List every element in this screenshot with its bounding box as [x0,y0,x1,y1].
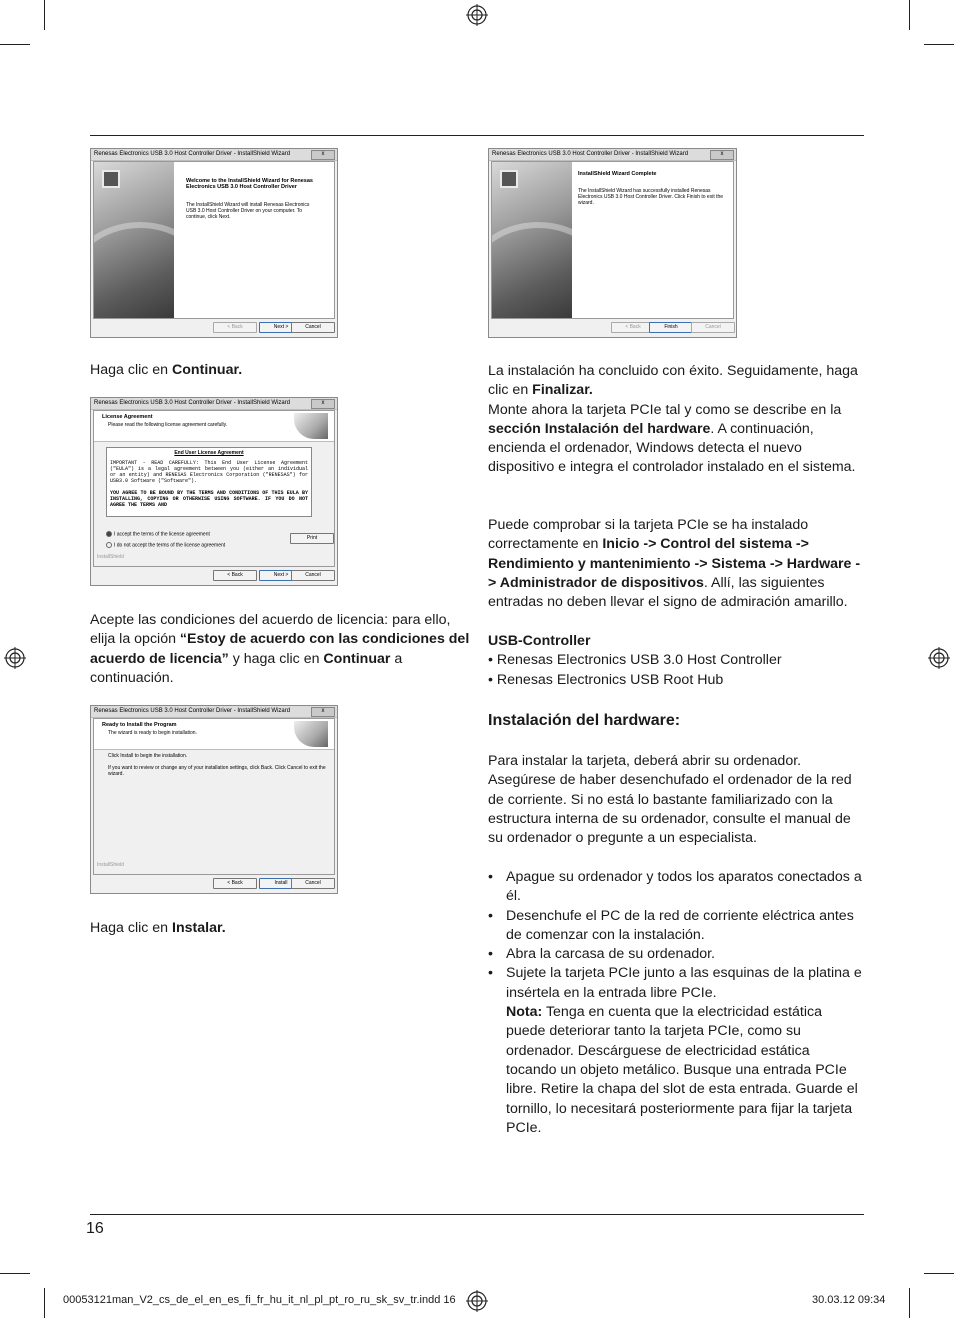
header-graphic [294,721,328,747]
list-item: • Apague su ordenador y todos los aparatos conectados a él. [488,869,862,905]
wizard-title: License Agreement [102,414,153,420]
usb-controller-heading: USB-Controller [488,633,591,649]
close-icon: x [311,707,335,717]
registration-mark-icon [928,647,950,669]
eula-paragraph: YOU AGREE TO BE BOUND BY THE TERMS AND CONDITIONS OF THIS EULA BY INSTALLING, COPYING OR OTHERWISE USING SOFTWARE. IF YOU DO NOT AGREE THE TERMS AND [110,490,308,508]
wizard-panel [93,161,335,319]
wizard-title: Welcome to the InstallShield Wizard for Renesas Electronics USB 3.0 Host Controller Driver [186,178,313,190]
caption-continue: Haga clic en Continuar. [90,362,243,378]
print-button[interactable]: Print [290,533,334,544]
crop-mark [924,1273,954,1274]
list-item: • Renesas Electronics USB Root Hub [488,671,724,688]
check-installation-paragraph: Puede comprobar si la tarjeta PCIe se ha instalado correctamente en Inicio -> Control del sistema -> Rendimiento y mantenimiento -> Sistema -> Hardware -> Administrador de dispositivos. Allí, las siguientes entradas no deben llevar el signo de admiración amarillo. [488,517,861,611]
accept-radio[interactable]: I accept the terms of the license agreement [106,531,210,537]
wizard-text: The InstallShield Wizard has successfully installed Renesas Electronics USB 3.0 Host Controller Driver. Click Finish to exit the wizard. [578,188,724,206]
crop-mark [909,1288,910,1318]
eula-paragraph: IMPORTANT - READ CAREFULLY: This End User License Agreement ("EULA") is a legal agreement between you (either an individual or an entity) and RENESAS Electronics Corporation ("RENESAS") for USB3.0 Software ("Software"). [110,460,308,484]
note: Nota: Tenga en cuenta que la electricidad estática puede deteriorar tanto la tarjeta PCIe, como su ordenador. Descárguese de electricidad estática tocando un objeto metálico. Busque una entrada PCIe libre. Retire la chapa del slot de esta entrada. Guarde el tornillo, lo necesitará posteriormente para fijar la tarjeta PCIe. [506,1004,858,1136]
wizard-side-graphic [492,162,572,318]
wizard-text: The InstallShield Wizard will install Renesas Electronics USB 3.0 Host Controller Driver on your computer. To continue, click Next. [186,202,310,220]
close-icon: x [311,399,335,409]
list-item: • Abra la carcasa de su ordenador. [488,946,716,963]
wizard-subtitle: Please read the following license agreement carefully. [108,422,228,428]
header-graphic [294,413,328,439]
installation-complete-paragraph: La instalación ha concluido con éxito. Seguidamente, haga clic en Finalizar. Monte ahora la tarjeta PCIe tal y como se describe en la sección Instalación del hardware. A continuación, encienda el ordenador, Windows detecta el nuevo dispositivo e integra el controlador instalado en el sistema. [488,363,858,476]
close-icon: x [311,150,335,160]
wizard-text: If you want to review or change any of your installation settings, click Back. Click Cancel to exit the wizard. [108,765,326,777]
hardware-installation-paragraph: Para instalar la tarjeta, deberá abrir su ordenador. Asegúrese de haber desenchufado el ordenador de la red de corriente. Si no está lo bastante familiarizado con la estructura interna de su ordenador, consulte el manual de su ordenador o pregunte a un especialista. [488,753,852,847]
decline-radio[interactable]: I do not accept the terms of the license agreement [106,542,225,548]
installer-logo-icon [500,170,518,188]
back-button[interactable]: < Back [213,878,257,889]
cancel-button[interactable]: Cancel [691,322,735,333]
crop-mark [0,1273,30,1274]
footer-date: 30.03.12 09:34 [812,1294,886,1306]
close-icon: x [710,150,734,160]
installshield-label: InstallShield [97,554,124,560]
welcome-wizard-screenshot [90,148,338,338]
bottom-rule [90,1214,864,1215]
window-title: Renesas Electronics USB 3.0 Host Controller Driver - InstallShield Wizard [91,398,337,410]
cancel-button[interactable]: Cancel [291,322,335,333]
eula-heading: End User License Agreement [174,450,244,456]
crop-mark [0,44,30,45]
complete-wizard-screenshot [488,148,737,338]
cancel-button[interactable]: Cancel [291,878,335,889]
registration-mark-icon [4,647,26,669]
next-button[interactable]: Next > [259,322,303,333]
license-wizard-screenshot [90,397,338,586]
wizard-title: Ready to Install the Program [102,722,177,728]
ready-wizard-screenshot [90,705,338,894]
wizard-title: InstallShield Wizard Complete [578,171,657,177]
hardware-installation-heading: Instalación del hardware: [488,712,681,729]
page-number: 16 [86,1220,104,1237]
wizard-side-graphic [94,162,174,318]
cancel-button[interactable]: Cancel [291,570,335,581]
accept-license-paragraph: Acepte las condiciones del acuerdo de licencia: para ello, elija la opción “Estoy de acuerdo con las condiciones del acuerdo de licencia” y haga clic en Continuar a continuación. [90,612,470,686]
registration-mark-icon [466,1290,488,1312]
list-item: • Desenchufe el PC de la red de corriente eléctrica antes de comenzar con la instalación. [488,907,854,943]
footer-file-name: 00053121man_V2_cs_de_el_en_es_fi_fr_hu_it_nl_pl_pt_ro_ru_sk_sv_tr.indd 16 [63,1294,456,1306]
list-item: • Sujete la tarjeta PCIe junto a las esquinas de la platina e insértela en la entrada libre PCIe. [488,965,862,1001]
installer-logo-icon [102,170,120,188]
usb-controller-section [488,632,864,690]
bullet-list [488,868,864,1138]
finish-button[interactable]: Finish [649,322,693,333]
radio-icon [106,542,112,548]
window-title: Renesas Electronics USB 3.0 Host Controller Driver - InstallShield Wizard [91,706,337,718]
install-button[interactable]: Install [259,878,303,889]
radio-icon [106,531,112,537]
installshield-label: InstallShield [97,862,124,868]
list-item: • Renesas Electronics USB 3.0 Host Controller [488,652,782,669]
crop-mark [44,1288,45,1318]
back-button[interactable]: < Back [213,322,257,333]
eula-textbox[interactable] [106,447,312,517]
back-button[interactable]: < Back [213,570,257,581]
wizard-panel [491,161,734,319]
crop-mark [909,0,910,30]
wizard-panel [93,410,335,567]
top-rule [90,135,864,136]
wizard-subtitle: The wizard is ready to begin installation. [108,730,197,736]
caption-install: Haga clic en Instalar. [90,920,226,936]
wizard-text: Click Install to begin the installation. [108,753,188,759]
wizard-panel [93,718,335,875]
window-title: Renesas Electronics USB 3.0 Host Controller Driver - InstallShield Wizard [489,149,736,161]
note-label: Nota: [506,1004,543,1021]
crop-mark [924,44,954,45]
back-button[interactable]: < Back [611,322,655,333]
crop-mark [44,0,45,30]
registration-mark-icon [466,4,488,26]
next-button[interactable]: Next > [259,570,303,581]
window-title: Renesas Electronics USB 3.0 Host Controller Driver - InstallShield Wizard [91,149,337,161]
